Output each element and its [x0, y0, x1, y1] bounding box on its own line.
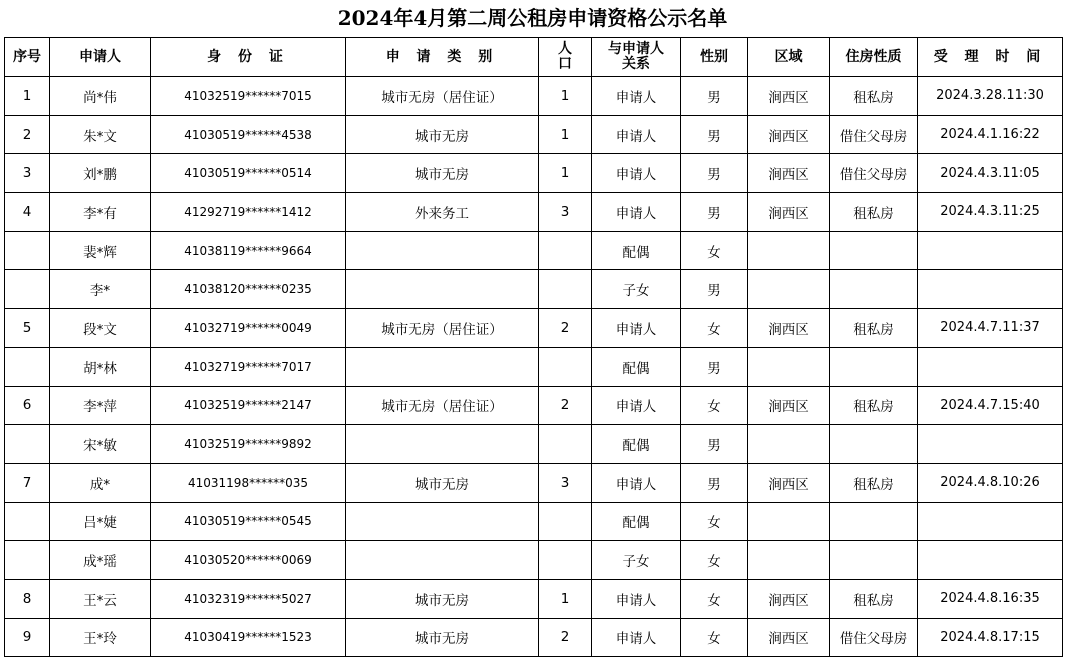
cell-seq: 3 — [5, 154, 50, 193]
cell-id-card: 41030519******0545 — [151, 502, 346, 541]
cell-application-type — [346, 270, 539, 309]
cell-accept-time — [918, 541, 1063, 580]
cell-household-count — [539, 270, 592, 309]
cell-district — [748, 347, 830, 386]
cell-applicant-name: 朱*文 — [50, 115, 151, 154]
cell-household-count: 2 — [539, 386, 592, 425]
header-housing: 住房性质 — [830, 38, 918, 77]
cell-accept-time: 2024.4.8.17:15 — [918, 618, 1063, 657]
cell-accept-time — [918, 231, 1063, 270]
cell-seq — [5, 231, 50, 270]
table-row — [5, 425, 1063, 464]
table-row — [5, 541, 1063, 580]
applicant-table — [4, 37, 1063, 657]
cell-gender: 男 — [681, 270, 748, 309]
cell-housing-type: 借住父母房 — [830, 618, 918, 657]
table-row — [5, 193, 1063, 232]
cell-relation: 配偶 — [592, 502, 681, 541]
table-row — [5, 231, 1063, 270]
cell-district: 涧西区 — [748, 77, 830, 116]
cell-application-type — [346, 425, 539, 464]
cell-relation: 申请人 — [592, 386, 681, 425]
cell-application-type: 城市无房（居住证） — [346, 77, 539, 116]
table-row — [5, 154, 1063, 193]
cell-accept-time — [918, 502, 1063, 541]
cell-applicant-name: 尚*伟 — [50, 77, 151, 116]
cell-id-card: 41032319******5027 — [151, 579, 346, 618]
table-header-row — [5, 38, 1063, 77]
cell-gender: 男 — [681, 425, 748, 464]
cell-gender: 男 — [681, 77, 748, 116]
cell-seq — [5, 502, 50, 541]
cell-applicant-name: 成*瑶 — [50, 541, 151, 580]
cell-seq: 2 — [5, 115, 50, 154]
cell-gender: 男 — [681, 115, 748, 154]
table-row — [5, 115, 1063, 154]
cell-application-type — [346, 541, 539, 580]
cell-application-type: 城市无房 — [346, 463, 539, 502]
cell-relation: 申请人 — [592, 618, 681, 657]
cell-household-count: 1 — [539, 115, 592, 154]
cell-accept-time: 2024.4.8.10:26 — [918, 463, 1063, 502]
cell-housing-type: 借住父母房 — [830, 115, 918, 154]
cell-applicant-name: 宋*敏 — [50, 425, 151, 464]
cell-housing-type: 租私房 — [830, 309, 918, 348]
cell-household-count — [539, 347, 592, 386]
cell-relation: 申请人 — [592, 309, 681, 348]
cell-district: 涧西区 — [748, 154, 830, 193]
cell-applicant-name: 吕*婕 — [50, 502, 151, 541]
cell-gender: 女 — [681, 579, 748, 618]
cell-id-card: 41038119******9664 — [151, 231, 346, 270]
cell-relation: 申请人 — [592, 579, 681, 618]
cell-district: 涧西区 — [748, 618, 830, 657]
header-gender: 性别 — [681, 38, 748, 77]
cell-id-card: 41032719******7017 — [151, 347, 346, 386]
cell-accept-time — [918, 425, 1063, 464]
cell-household-count: 1 — [539, 579, 592, 618]
cell-housing-type — [830, 425, 918, 464]
header-household: 人 口 — [539, 38, 592, 77]
cell-housing-type: 租私房 — [830, 579, 918, 618]
cell-household-count: 3 — [539, 463, 592, 502]
cell-applicant-name: 王*云 — [50, 579, 151, 618]
cell-id-card: 41032719******0049 — [151, 309, 346, 348]
cell-household-count: 3 — [539, 193, 592, 232]
cell-relation: 子女 — [592, 270, 681, 309]
header-id-card: 身 份 证 — [151, 38, 346, 77]
cell-housing-type: 租私房 — [830, 193, 918, 232]
cell-gender: 男 — [681, 193, 748, 232]
cell-accept-time: 2024.4.7.11:37 — [918, 309, 1063, 348]
cell-id-card: 41292719******1412 — [151, 193, 346, 232]
cell-applicant-name: 段*文 — [50, 309, 151, 348]
cell-id-card: 41032519******2147 — [151, 386, 346, 425]
cell-applicant-name: 胡*林 — [50, 347, 151, 386]
cell-application-type — [346, 347, 539, 386]
cell-id-card: 41030519******0514 — [151, 154, 346, 193]
cell-housing-type — [830, 502, 918, 541]
cell-district — [748, 231, 830, 270]
header-relation: 与申请人关系 — [592, 38, 681, 77]
table-row — [5, 618, 1063, 657]
header-type: 申 请 类 别 — [346, 38, 539, 77]
cell-id-card: 41038120******0235 — [151, 270, 346, 309]
cell-household-count: 2 — [539, 309, 592, 348]
table-body — [5, 77, 1063, 657]
cell-accept-time: 2024.4.1.16:22 — [918, 115, 1063, 154]
cell-district — [748, 541, 830, 580]
cell-relation: 配偶 — [592, 231, 681, 270]
cell-relation: 申请人 — [592, 77, 681, 116]
table-row — [5, 77, 1063, 116]
cell-gender: 女 — [681, 386, 748, 425]
cell-seq: 9 — [5, 618, 50, 657]
cell-applicant-name: 李*萍 — [50, 386, 151, 425]
cell-household-count — [539, 502, 592, 541]
cell-id-card: 41031198******035 — [151, 463, 346, 502]
cell-gender: 男 — [681, 347, 748, 386]
cell-household-count — [539, 425, 592, 464]
cell-household-count: 2 — [539, 618, 592, 657]
cell-household-count: 1 — [539, 77, 592, 116]
cell-gender: 女 — [681, 502, 748, 541]
cell-relation: 申请人 — [592, 115, 681, 154]
header-applicant: 申请人 — [50, 38, 151, 77]
table-row — [5, 463, 1063, 502]
cell-district: 涧西区 — [748, 115, 830, 154]
cell-district — [748, 270, 830, 309]
table-row — [5, 386, 1063, 425]
cell-relation: 申请人 — [592, 154, 681, 193]
cell-district: 涧西区 — [748, 579, 830, 618]
cell-application-type — [346, 502, 539, 541]
cell-gender: 女 — [681, 618, 748, 657]
cell-housing-type — [830, 231, 918, 270]
header-seq: 序号 — [5, 38, 50, 77]
header-district: 区域 — [748, 38, 830, 77]
cell-district: 涧西区 — [748, 386, 830, 425]
cell-application-type: 外来务工 — [346, 193, 539, 232]
cell-seq: 7 — [5, 463, 50, 502]
cell-district: 涧西区 — [748, 193, 830, 232]
cell-accept-time: 2024.4.3.11:25 — [918, 193, 1063, 232]
cell-gender: 女 — [681, 541, 748, 580]
cell-id-card: 41032519******7015 — [151, 77, 346, 116]
table-row — [5, 270, 1063, 309]
cell-household-count — [539, 231, 592, 270]
cell-relation: 子女 — [592, 541, 681, 580]
cell-accept-time: 2024.4.7.15:40 — [918, 386, 1063, 425]
page-title: 2024年4月第二周公租房申请资格公示名单 — [337, 6, 728, 30]
cell-applicant-name: 成* — [50, 463, 151, 502]
cell-housing-type — [830, 347, 918, 386]
table-row — [5, 309, 1063, 348]
cell-seq: 1 — [5, 77, 50, 116]
cell-seq: 5 — [5, 309, 50, 348]
cell-applicant-name: 李* — [50, 270, 151, 309]
cell-application-type: 城市无房（居住证） — [346, 309, 539, 348]
table-row — [5, 347, 1063, 386]
cell-relation: 申请人 — [592, 463, 681, 502]
cell-seq: 6 — [5, 386, 50, 425]
cell-district: 涧西区 — [748, 463, 830, 502]
header-time: 受 理 时 间 — [918, 38, 1063, 77]
cell-application-type: 城市无房 — [346, 115, 539, 154]
cell-id-card: 41032519******9892 — [151, 425, 346, 464]
cell-gender: 女 — [681, 231, 748, 270]
table-row — [5, 579, 1063, 618]
cell-gender: 女 — [681, 309, 748, 348]
cell-seq — [5, 270, 50, 309]
cell-household-count — [539, 541, 592, 580]
cell-accept-time: 2024.4.3.11:05 — [918, 154, 1063, 193]
cell-gender: 男 — [681, 154, 748, 193]
cell-housing-type: 租私房 — [830, 463, 918, 502]
cell-accept-time — [918, 347, 1063, 386]
cell-application-type: 城市无房（居住证） — [346, 386, 539, 425]
cell-housing-type — [830, 270, 918, 309]
cell-application-type — [346, 231, 539, 270]
cell-seq — [5, 347, 50, 386]
cell-applicant-name: 王*玲 — [50, 618, 151, 657]
cell-applicant-name: 裴*辉 — [50, 231, 151, 270]
cell-housing-type: 租私房 — [830, 386, 918, 425]
cell-id-card: 41030520******0069 — [151, 541, 346, 580]
cell-relation: 申请人 — [592, 193, 681, 232]
cell-accept-time — [918, 270, 1063, 309]
cell-applicant-name: 李*有 — [50, 193, 151, 232]
cell-gender: 男 — [681, 463, 748, 502]
cell-seq: 4 — [5, 193, 50, 232]
cell-district — [748, 425, 830, 464]
cell-housing-type: 借住父母房 — [830, 154, 918, 193]
cell-relation: 配偶 — [592, 425, 681, 464]
cell-district — [748, 502, 830, 541]
cell-id-card: 41030519******4538 — [151, 115, 346, 154]
cell-seq — [5, 541, 50, 580]
cell-accept-time: 2024.3.28.11:30 — [918, 77, 1063, 116]
cell-application-type: 城市无房 — [346, 154, 539, 193]
cell-applicant-name: 刘*鹏 — [50, 154, 151, 193]
cell-application-type: 城市无房 — [346, 579, 539, 618]
cell-household-count: 1 — [539, 154, 592, 193]
cell-seq: 8 — [5, 579, 50, 618]
table-row — [5, 502, 1063, 541]
cell-district: 涧西区 — [748, 309, 830, 348]
cell-housing-type: 租私房 — [830, 77, 918, 116]
cell-accept-time: 2024.4.8.16:35 — [918, 579, 1063, 618]
cell-relation: 配偶 — [592, 347, 681, 386]
cell-application-type: 城市无房 — [346, 618, 539, 657]
cell-housing-type — [830, 541, 918, 580]
cell-seq — [5, 425, 50, 464]
cell-id-card: 41030419******1523 — [151, 618, 346, 657]
